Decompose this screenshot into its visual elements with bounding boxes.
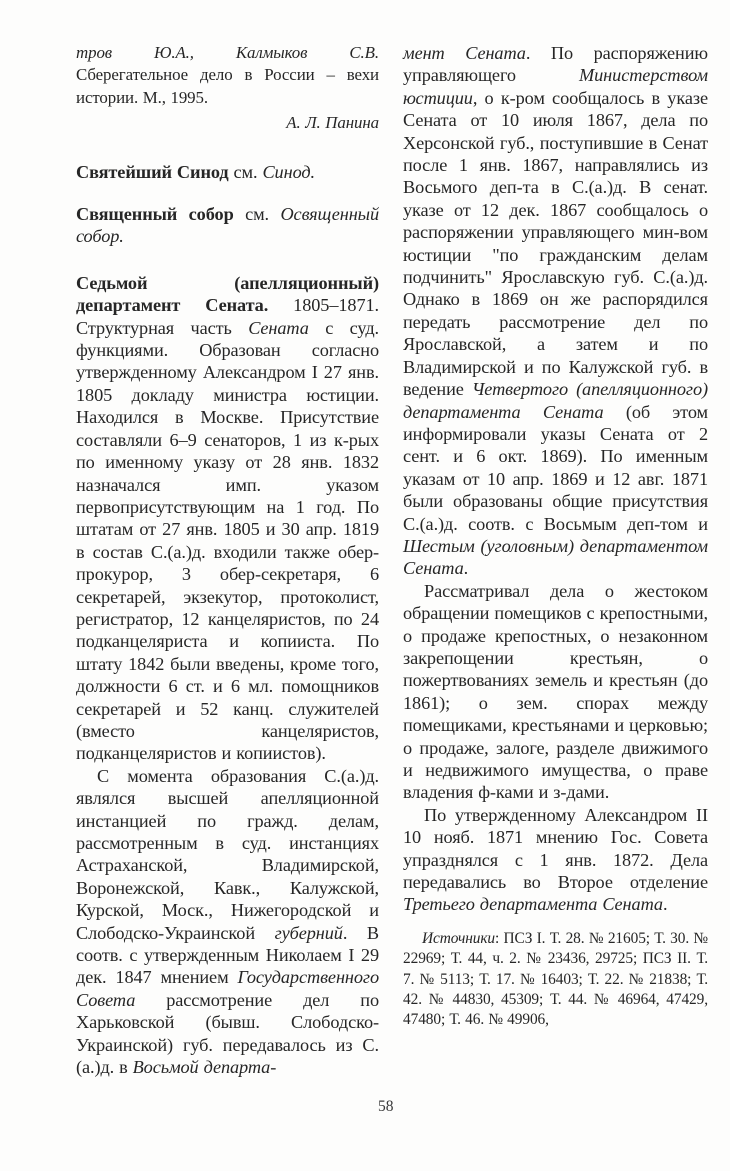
text-segment: . (463, 558, 469, 579)
text-segment: (об этом информировали указы Сената от 2 сент. и 6 окт. 1869). По именным указам от 10 апр. 1869 и 12 авг. 1871 были образованы общие присутствия С.(а.)д. соотв. с Восьмым деп-том и (403, 401, 708, 534)
article-paragraph-2 (76, 765, 379, 1079)
text-segment: см. (233, 204, 281, 225)
bibliography-continuation (76, 42, 379, 109)
cross-reference-entry-svyashchenny-sobor (76, 203, 379, 248)
text-segment: Восьмой департа- (132, 1057, 277, 1078)
text-segment: Сената (248, 317, 309, 338)
text-segment: Государственного Совета (76, 967, 379, 1010)
article-paragraph-3 (403, 580, 708, 804)
text-segment: Освященный собор. (76, 204, 379, 247)
text-segment: По утвержденному Александром II 10 нояб. 1871 мнению Гос. Совета упразднялся с 1 янв. 1872. Дела передавались во Второе отделение (403, 804, 708, 893)
text-segment: . В соотв. с утвержденным Николаем I 29 дек. 1847 мнением (76, 922, 379, 988)
article-paragraph-2-continuation (403, 42, 708, 580)
text-segment: мент Сената (403, 43, 526, 63)
text-segment: : ПСЗ I. Т. 28. № 21605; Т. 30. № 22969; Т. 44, ч. 2. № 23436, 29725; ПСЗ II. Т. 7. № 5113; Т. 17. № 16403; Т. 22. № 21838; Т. 42. № 44830, 45309; Т. 44. № 46964, 47429, 47480; Т. 46. № 49906, (403, 929, 708, 1029)
text-segment: Третьего департамента Сената (403, 894, 663, 915)
article-paragraph-4 (403, 804, 708, 916)
right-column (403, 42, 708, 1031)
text-segment: Шестым (уголовным) департаментом Сената (403, 535, 708, 579)
text-segment: Источники (422, 929, 496, 947)
article-headword-paragraph (76, 272, 379, 765)
text-segment: см. (228, 161, 263, 182)
text-segment: 1805–1871. Структурная часть (76, 295, 379, 338)
text-segment: . По распоряжению управляющего (403, 43, 708, 86)
text-segment: Сберегательное дело в России – вехи истории. М., 1995. (76, 65, 379, 107)
text-segment: Министерством юстиции (403, 65, 708, 108)
sources-list (403, 929, 708, 1031)
text-segment: Синод. (262, 161, 315, 182)
cross-reference-entry-svyateyshiy-sinod (76, 161, 379, 183)
text-segment: С момента образования С.(а.)д. являлся высшей апелляционной инстанцией по гражд. делам, рассмотренным в суд. инстанциях Астраханской, Владимирской, Воронежской, Кавк., Калужской, Курской, Моск., Нижегородской и Слободско-Украинской (76, 765, 379, 943)
text-segment: Рассматривал дела о жестоком обращении помещиков с крепостными, о продаже крепостных, о незаконном закрепощении крестьян, о пожертвованиях земель и крестьян (до 1861); о зем. спорах между помещиками, крестьянами и церковью; о продаже, залоге, разделе движимого и недвижимого имущества, о праве владения ф-ками и з-дами. (403, 580, 708, 803)
author-signature: А. Л. Панина (286, 113, 379, 133)
text-segment: рассмотрение дел по Харьковской (бывш. Слободско-Украинской) губ. передавалось из С.(а.)д. в (76, 989, 379, 1078)
text-segment: , о к-ром сообщалось в указе Сената от 10 июля 1867, дела по Херсонской губ., поступившие в Сенат после 1 янв. 1867, направлялись из Восьмого деп-та в С.(а.)д. В сенат. указе от 12 дек. 1867 сообщалось о распоряжении управляющего мин-вом юстиции "по гражданским делам подчинить" Ярославскую губ. С.(а.)д. Однако в 1869 он же распорядился передать рассмотрение дел по Ярославской, а затем и по Владимирской и по Калужской губ. в ведение (403, 87, 708, 400)
text-segment: губерний (274, 922, 343, 943)
text-segment: . (662, 894, 668, 915)
left-column (76, 42, 379, 1078)
text-segment: Седьмой (апелляционный) департамент Сената. (76, 272, 379, 316)
text-segment: Святейший Синод (76, 161, 229, 182)
text-segment: Четвертого (апелляционного) департамента Сената (403, 379, 708, 422)
text-segment: Священный собор (76, 204, 234, 225)
text-segment: с суд. функциями. Образован согласно утвержденному Александром I 27 янв. 1805 докладу министра юстиции. Находился в Москве. Присутствие составляли 6–9 сенаторов, 1 из к-рых по именному указу от 28 янв. 1832 назначался имп. указом первоприсутствующим на 1 год. По штатам от 27 янв. 1805 и 30 апр. 1819 в состав С.(а.)д. входили также обер-прокурор, 3 обер-секретаря, 6 секретарей, экзекутор, протоколист, регистратор, 12 канцеляристов, по 24 подканцеляриста и копииста. По штату 1842 были введены, кроме того, должности 6 ст. и 6 мл. помощников секретарей и 52 канц. служителей (вместо канцеляристов, подканцеляристов и копиистов). (76, 317, 379, 764)
page-number: 58 (378, 1098, 394, 1115)
text-segment: тров Ю.А., Калмыков С.В. (76, 43, 379, 62)
